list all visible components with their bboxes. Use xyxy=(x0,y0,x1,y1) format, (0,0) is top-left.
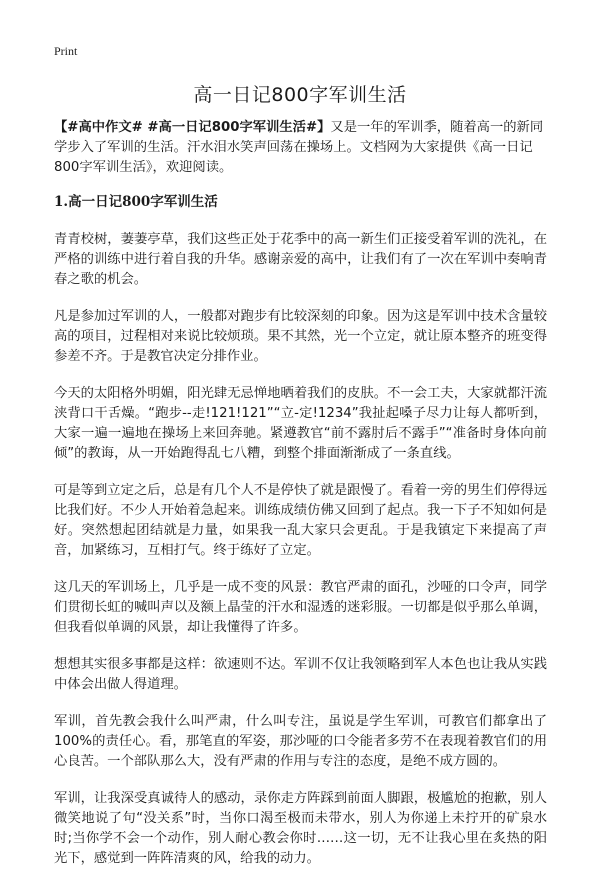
intro-text: 又是一年的军训季，随着高一的新同学步入了军训的生活。汗水泪水笑声回荡在操场上。文档网为大家提供《高一日记800字军训生活》，欢迎阅读。 xyxy=(54,120,544,175)
print-label: Print xyxy=(54,44,78,58)
intro-tag: 【#高中作文# #高一日记800字军训生活#】 xyxy=(54,120,331,135)
intro-paragraph xyxy=(54,118,547,178)
paragraph: 想想其实很多事都是这样：欲速则不达。军训不仅让我领略到军人本色也让我从实践中体会出做人得道理。 xyxy=(54,657,547,692)
paragraph: 这几天的军训场上，几乎是一成不变的风景：教官严肃的面孔，沙哑的口令声，同学们贯彻长虹的喊叫声以及额上晶莹的汗水和湿透的迷彩服。一切都是似乎那么单调，但我看似单调的风景，却让我懂得了许多。 xyxy=(54,580,547,635)
paragraph: 军训，让我深受真诚待人的感动，录你走方阵踩到前面人脚跟，极尴尬的抱歉，别人微笑地说了句“没关系”时，当你口渴至极而未带水，别人为你递上未拧开的矿泉水时;当你学不会一个动作，别人耐心教会你时……这一切，无不让我心里在炙热的阳光下，感觉到一阵阵清爽的风，给我的动力。 xyxy=(54,791,547,866)
paragraph: 可是等到立定之后，总是有几个人不是停快了就是跟慢了。看着一旁的男生们停得远比我们好。不少人开始着急起来。训练成绩仿佛又回到了起点。我一下子不知如何是好。突然想起团结就是力量，如果我一乱大家只会更乱。于是我镇定下来提高了声音，加紧练习，互相打气。终于练好了立定。 xyxy=(54,483,547,558)
article-body xyxy=(54,118,547,886)
paragraph: 今天的太阳格外明媚，阳光肆无忌惮地晒着我们的皮肤。不一会工夫，大家就都汗流浃背口干舌燥。“跑步--走!121!121”“立-定!1234”我扯起嗓子尽力让每人都听到，大家一遍一遍地在操场上来回奔驰。紧遵教官“前不露肘后不露手”“准备时身体向前倾”的教诲，从一开始跑得乱七八糟，到整个排面渐渐成了一条直线。 xyxy=(54,386,547,461)
paragraph: 凡是参加过军训的人，一般都对跑步有比较深刻的印象。因为这是军训中技术含量较高的项目，过程相对来说比较烦琐。果不其然，光一个立定，就让原本整齐的班变得参差不齐。于是教官决定分排作业。 xyxy=(54,309,547,364)
paragraph: 军训，首先教会我什么叫严肃，什么叫专注，虽说是学生军训，可教官们都拿出了100%的责任心。看，那笔直的军姿，那沙哑的口令能者多劳不在表现着教官们的用心良苦。一个部队那么大，没有严肃的作用与专注的态度，是绝不成方圆的。 xyxy=(54,714,547,769)
page-title: 高一日记800字军训生活 xyxy=(193,84,407,106)
section-heading: 1.高一日记800字军训生活 xyxy=(54,194,218,210)
paragraph: 青青校树，萋萋亭草，我们这些正处于花季中的高一新生们正接受着军训的洗礼，在严格的训练中进行着自我的升华。感谢亲爱的高中，让我们有了一次在军训中奏响青春之歌的机会。 xyxy=(54,232,547,287)
